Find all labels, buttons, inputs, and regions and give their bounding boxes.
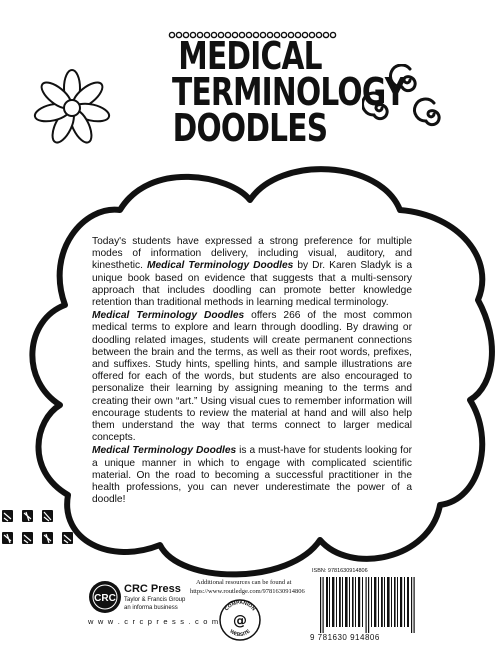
book-title-inline: Medical Terminology Doodles bbox=[92, 445, 237, 457]
crc-logo-text: CRC bbox=[94, 593, 116, 604]
publisher-name: CRC Press bbox=[124, 583, 181, 595]
paragraph-1-text-b: by Dr. Karen Sladyk is a unique book based on evidence that suggests that a multi-sensory approach that includes doodling can promote better knowledge retention than traditional methods in learning medical terminology. bbox=[92, 260, 412, 309]
resources-note: Additional resources can be found at bbox=[196, 579, 292, 586]
badge-top-text: COMPANION bbox=[223, 599, 257, 613]
square-doodles-icon bbox=[0, 508, 78, 548]
crc-press-logo bbox=[88, 580, 122, 614]
barcode-digits: 9 781630 914806 bbox=[310, 633, 380, 642]
paragraph-2-text: offers 266 of the most common medical terms to explore and learn through doodling. By drawing or doodling related images, students will create permanent connections between the brain and the terms, as well as their root words, prefixes, and suffixes. Study hints, spelling hints, and sample illustrations are offered for each of the words, but students are also encouraged to personalize their learning by assigning meaning to the terms and creating their own “art.” Using visual cues to remember information will encourage students to review the material at hand and will also help them understand the way that terms connect to larger medical concepts. bbox=[92, 310, 413, 444]
paragraph-1-text-a: Today's students have expressed a strong preference for multiple modes of information delivery, including visual, auditory, and kinesthetic. bbox=[92, 236, 412, 272]
isbn-label: ISBN: 9781630914806 bbox=[312, 568, 368, 574]
publisher-url[interactable]: w w w . c r c p r e s s . c o m bbox=[88, 617, 220, 626]
barcode-icon bbox=[318, 577, 418, 633]
paragraph-3-text: is a must-have for students looking for a unique manner in which to engage with complicated scientific material. On the road to becoming a successful practitioner in the health professions, you can never underestimate the power of a doodle! bbox=[92, 445, 413, 506]
publisher-tagline-1: Taylor & Francis Group bbox=[124, 597, 186, 603]
paragraph-3 bbox=[92, 445, 412, 506]
companion-website-badge bbox=[218, 598, 262, 642]
badge-bottom-text: WEBSITE bbox=[228, 628, 252, 639]
book-title-inline: Medical Terminology Doodles bbox=[92, 310, 245, 322]
paragraph-2 bbox=[92, 310, 412, 444]
book-title-inline: Medical Terminology Doodles bbox=[146, 260, 294, 272]
paragraph-1 bbox=[92, 236, 412, 309]
title-line-3: DOODLES bbox=[172, 106, 328, 150]
publisher-tagline-2: an informa business bbox=[124, 605, 178, 611]
back-cover-description bbox=[92, 236, 412, 507]
resources-url[interactable]: https://www.routledge.com/9781630914806 bbox=[190, 588, 305, 595]
at-sign-icon: @ bbox=[233, 613, 247, 629]
title-line-2: TERMINOLOGY bbox=[172, 70, 406, 114]
title-line-1: MEDICAL bbox=[178, 34, 322, 78]
